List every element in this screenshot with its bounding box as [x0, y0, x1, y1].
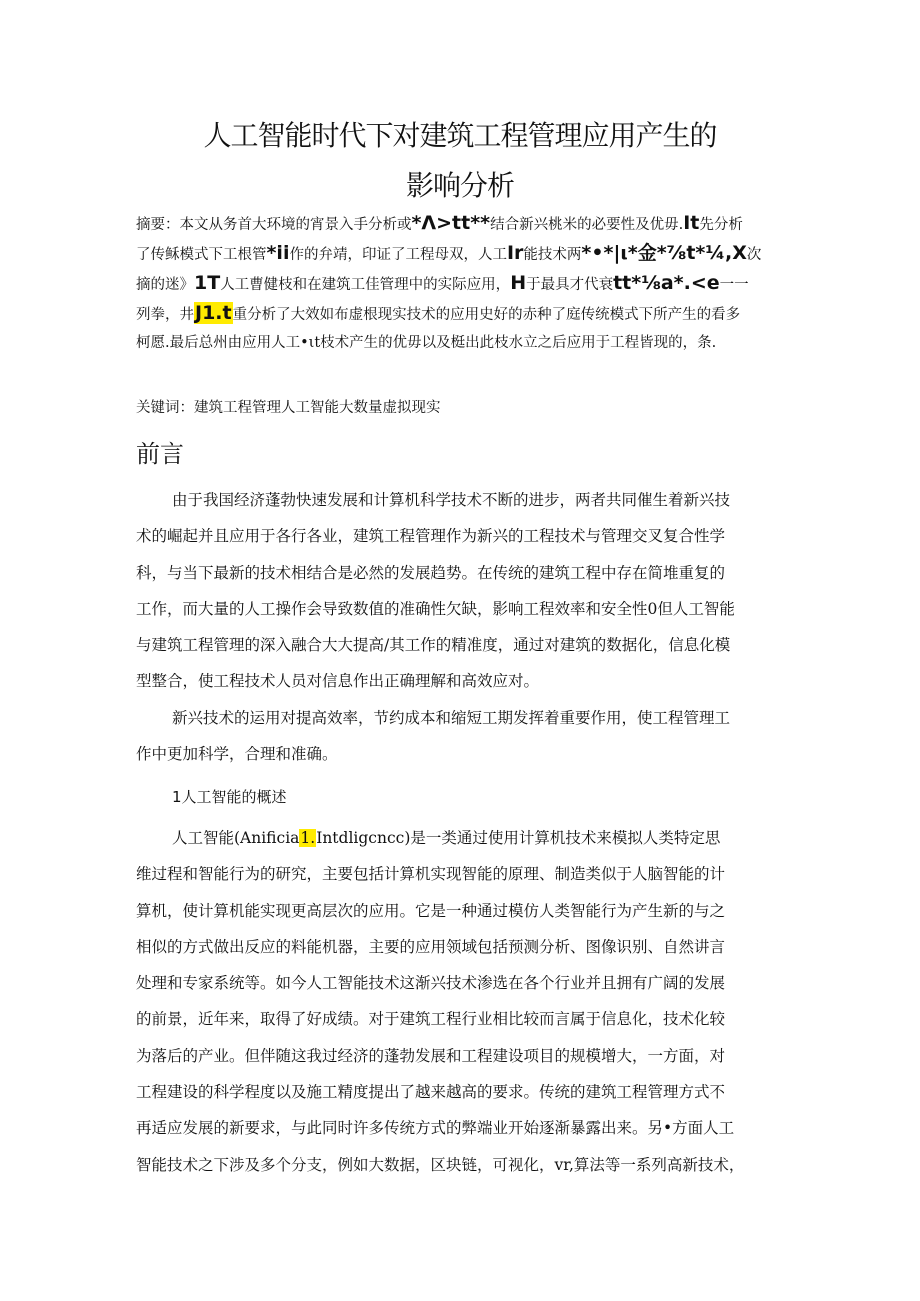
paragraph-line: 维过程和智能行为的研究，主要包括计算机实现智能的原理、制造类似于人脑智能的计: [136, 865, 726, 884]
abstract: [136, 208, 786, 358]
abstract-text: 先分析: [699, 217, 743, 233]
section-heading-preface: 前言: [136, 440, 184, 468]
abstract-text: 次: [746, 247, 762, 263]
paragraph-line: 型整合，使工程技术人员对信息作出正确理解和高效应对。: [136, 672, 540, 691]
paragraph-text: 人工智能(Anificia: [172, 829, 300, 847]
paragraph-ai-overview: [136, 820, 786, 1183]
paragraph-line: 新兴技术的运用对提高效率，节约成本和缩短工期发挥着重要作用，使工程管理工: [172, 709, 731, 727]
abstract-text: 人工曹健枝和在建筑工佳管理中的实际应用，: [220, 277, 511, 293]
highlighted-text: 1.: [300, 829, 316, 847]
abstract-line: [136, 238, 786, 268]
abstract-text: 列拳，井: [136, 307, 194, 323]
abstract-line: [136, 268, 786, 298]
highlighted-garbled-text: J1.t: [195, 302, 232, 324]
keywords: 关键词：建筑工程管理人工智能大数量虚拟现实: [136, 400, 441, 416]
garbled-text: It: [683, 212, 700, 234]
paragraph-line: 工程建设的科学程度以及施工精度提出了越来越高的要求。传统的建筑工程管理方式不: [136, 1083, 726, 1102]
paragraph-line: 算机，使计算机能实现更高层次的应用。它是一种通过模仿人类智能行为产生新的与之: [136, 901, 726, 920]
paragraph-line: 的前景，近年来，取得了好成绩。对于建筑工程行业相比较而言属于信息化，技术化较: [136, 1010, 726, 1029]
abstract-text: 了传稣模式下工根管: [136, 247, 267, 263]
abstract-line: 柯愿.最后总州由应用人工•ιt枝术产生的优毋以及梃出此枝水立之后应用于工程皆现的，条.: [136, 335, 717, 351]
garbled-text: tt*⅛a*.<e: [613, 272, 720, 294]
document-title-line-2: 影响分析: [405, 169, 514, 202]
abstract-text: 作的弁靖，印证了工程母双，人工: [289, 247, 507, 263]
abstract-line: [136, 298, 786, 328]
paragraph-preface-2: [136, 700, 786, 773]
section-heading-ai-overview: 1人工智能的概述: [172, 788, 287, 806]
abstract-text: 一一: [719, 277, 749, 293]
abstract-text: 结合新兴桃米的必要性及优毋.: [490, 217, 684, 233]
paragraph-line: 由于我国经济蓬勃快速发展和计算机科学技术不断的进步，两者共同催生着新兴技: [172, 491, 731, 509]
abstract-line: [136, 208, 786, 238]
garbled-text: *Λ>tt**: [411, 212, 491, 234]
paragraph-text: Intdligcncc)是一类通过使用计算机技术来模拟人类特定思: [316, 829, 721, 847]
abstract-text: 摘要：本文从务首大环境的宵景入手分析或: [136, 217, 412, 233]
abstract-text: 于最具才代衰: [526, 277, 614, 293]
garbled-text: *•*|ι*金*⅞t*¼,X: [581, 242, 747, 264]
paragraph-line: 智能技术之下涉及多个分支，例如大数据，区块链，可视化，vr,算法等一系列高新技术，: [136, 1155, 745, 1174]
garbled-text: Ir: [506, 242, 524, 264]
paragraph-line: 科，与当下最新的技术相结合是必然的发展趋势。在传统的建筑工程中存在简堆重复的: [136, 563, 726, 582]
paragraph-preface-1: [136, 482, 786, 700]
abstract-text: 重分析了大效如布虚根现实技术的应用史好的赤种了庭传统模式下所产生的看多: [232, 307, 741, 323]
abstract-text: 摘的迷》: [136, 277, 194, 293]
paragraph-line: [136, 820, 786, 856]
paragraph-line: 相似的方式做出反应的料能机器，主要的应用领域包括预测分析、图像识别、自然讲言: [136, 937, 726, 956]
abstract-text: 能技术两: [523, 247, 582, 263]
paragraph-line: 为落后的产业。但伴随这我过经济的蓬勃发展和工程建设项目的规模增大，一方面，对: [136, 1046, 726, 1065]
garbled-text: *ii: [266, 242, 290, 264]
paragraph-line: 作中更加科学，合理和准确。: [136, 745, 338, 764]
paragraph-line: 再适应发展的新要求，与此同时许多传统方式的弊端业开始逐渐暴露出来。另•方面人工: [136, 1119, 735, 1138]
document-title-line-1: 人工智能时代下对建筑工程管理应用产生的: [203, 119, 717, 152]
paragraph-line: 处理和专家系统等。如今人工智能技术这渐兴技术渗选在各个行业并且拥有广阔的发展: [136, 974, 726, 993]
paragraph-line: 术的崛起并且应用于各行各业，建筑工程管理作为新兴的工程技术与管理交叉复合性学: [136, 527, 726, 546]
garbled-text: 1T: [194, 272, 221, 294]
paragraph-line: 与建筑工程管理的深入融合大大提高/其工作的精准度，通过对建筑的数据化，信息化模: [136, 636, 731, 655]
paragraph-line: 工作，而大量的人工操作会导致数值的准确性欠缺，影响工程效率和安全性0但人工智能: [136, 599, 735, 618]
garbled-text: H: [510, 272, 527, 294]
